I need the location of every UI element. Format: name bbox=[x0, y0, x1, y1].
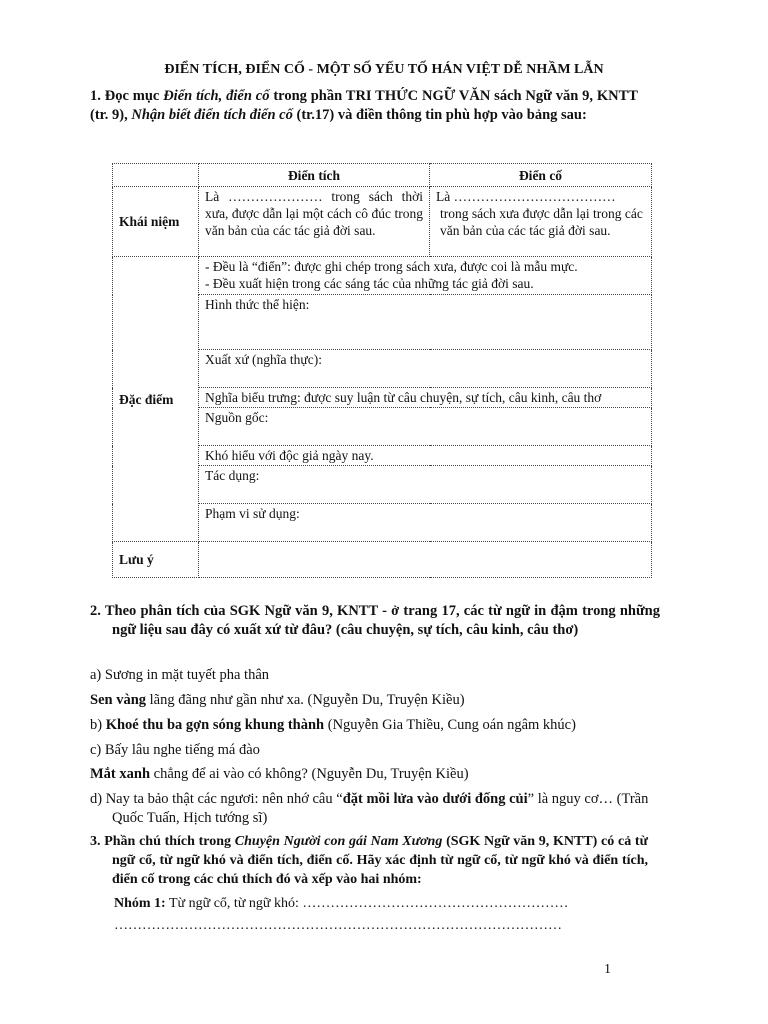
q2-b-pre: b) bbox=[90, 717, 106, 733]
question-1 bbox=[90, 87, 638, 125]
q2-a-rest: lãng đãng như gần như xa. (Nguyễn Du, Truyện Kiều) bbox=[146, 692, 465, 708]
q2-item-b bbox=[90, 716, 650, 735]
q2-c-rest: chẳng để ai vào có không? (Nguyễn Du, Truyện Kiều) bbox=[150, 766, 469, 782]
q3-italic: Chuyện Người con gái Nam Xương bbox=[234, 834, 443, 849]
q1-italic-2: Nhận biết điển tích điển cố bbox=[131, 107, 293, 123]
tac-dung-cell[interactable]: Tác dụng: bbox=[199, 466, 652, 504]
col-header-dien-tich: Điển tích bbox=[199, 164, 430, 187]
nghia-bieu-trung-cell: Nghĩa biểu trưng: được suy luận từ câu chuyện, sự tích, câu kinh, câu thơ bbox=[199, 388, 652, 408]
hinh-thuc-cell[interactable]: Hình thức thể hiện: bbox=[199, 295, 652, 350]
row-header-luu-y: Lưu ý bbox=[113, 542, 199, 578]
question-3 bbox=[90, 832, 648, 889]
q2-d-rest: ” là nguy cơ… (Trần Quốc Tuấn, Hịch tướng sĩ) bbox=[112, 791, 649, 826]
xuat-xu-cell[interactable]: Xuất xứ (nghĩa thực): bbox=[199, 350, 652, 388]
q2-item-d bbox=[90, 790, 652, 828]
khai-niem-dien-tich-cell[interactable]: Là ………………… trong sách thời xưa, được dẫn lại một cách cô đúc trong văn bản của các tác giả đời sau. bbox=[199, 187, 430, 257]
q2-d-pre: d) Nay ta bảo thật các ngươi: nên nhớ câu “ bbox=[90, 791, 343, 807]
q2-c-bold: Mắt xanh bbox=[90, 766, 151, 782]
q1-text-3: (tr.17) và điền thông tin phù hợp vào bảng sau: bbox=[292, 107, 587, 123]
q2-b-bold: Khoé thu ba gợn sóng khung thành bbox=[105, 717, 325, 733]
q2-d-bold: đặt mồi lửa vào dưới đống củi bbox=[342, 791, 528, 807]
kn-co-line-2: trong sách xưa được dẫn lại trong các văn bản của các tác giả đời sau. bbox=[440, 206, 643, 238]
dd-common-line-2: - Đều xuất hiện trong các sáng tác của những tác giả đời sau. bbox=[205, 276, 534, 291]
col-header-dien-co: Điển cố bbox=[430, 164, 652, 187]
row-header-khai-niem: Khái niệm bbox=[113, 187, 199, 257]
nguon-goc-cell[interactable]: Nguồn gốc: bbox=[199, 408, 652, 446]
kn-co-line-1: Là ……………………………… bbox=[436, 189, 616, 204]
q2-item-c-line-2 bbox=[90, 765, 650, 784]
pham-vi-cell[interactable]: Phạm vi sử dụng: bbox=[199, 504, 652, 542]
question-2-heading: 2. Theo phân tích của SGK Ngữ văn 9, KNTT - ở trang 17, các từ ngữ in đậm trong những ngữ liệu sau đây có xuất xứ từ đâu? (câu chuyện, sự tích, câu kinh, câu thơ) bbox=[90, 603, 660, 638]
q3-text-2: (SGK Ngữ văn 9, KNTT) có cả từ ngữ cổ, từ ngữ khó và điển tích, điển cố. Hãy xác định từ ngữ cổ, từ ngữ khó và điển tích, điển cố trong các chú thích đó và xếp vào hai nhóm: bbox=[112, 834, 648, 887]
q1-text-2: trong phần TRI THỨC NGỮ VĂN sách Ngữ văn 9, KNTT (tr. 9), bbox=[90, 88, 638, 123]
kho-hieu-cell: Khó hiểu với độc giả ngày nay. bbox=[199, 446, 652, 466]
q2-a-bold: Sen vàng bbox=[90, 692, 147, 708]
q3-dotted-line: …………………………………………………………………………………… bbox=[114, 918, 562, 933]
dac-diem-common-cell bbox=[199, 257, 652, 295]
q2-item-c: c) Bấy lâu nghe tiếng má đào bbox=[90, 742, 260, 758]
q1-italic-1: Điển tích, điển cố bbox=[163, 88, 270, 104]
row-header-dac-diem: Đặc điểm bbox=[113, 257, 199, 542]
page-number: 1 bbox=[604, 962, 611, 977]
q3-group-1 bbox=[114, 894, 634, 913]
khai-niem-dien-co-cell[interactable] bbox=[430, 187, 652, 257]
table-corner-cell bbox=[113, 164, 199, 187]
q3-text-1: 3. Phần chú thích trong bbox=[90, 834, 235, 849]
q3-group-1-text: Từ ngữ cổ, từ ngữ khó: ………………………………………………… bbox=[165, 896, 569, 911]
luu-y-cell[interactable] bbox=[199, 542, 652, 578]
q2-item-a: a) Sương in mặt tuyết pha thân bbox=[90, 667, 270, 683]
q1-text-1: 1. Đọc mục bbox=[90, 88, 164, 104]
q3-group-1-label: Nhóm 1: bbox=[114, 896, 166, 911]
dd-common-line-1: - Đều là “điển”: được ghi chép trong sách xưa, được coi là mẫu mực. bbox=[205, 259, 578, 274]
concept-table bbox=[112, 163, 652, 578]
q2-item-a-line-2 bbox=[90, 691, 650, 710]
q2-b-rest: (Nguyễn Gia Thiều, Cung oán ngâm khúc) bbox=[324, 717, 576, 733]
document-title: ĐIỂN TÍCH, ĐIỂN CỐ - MỘT SỐ YẾU TỐ HÁN VIỆT DỄ NHẦM LẪN bbox=[164, 62, 604, 77]
